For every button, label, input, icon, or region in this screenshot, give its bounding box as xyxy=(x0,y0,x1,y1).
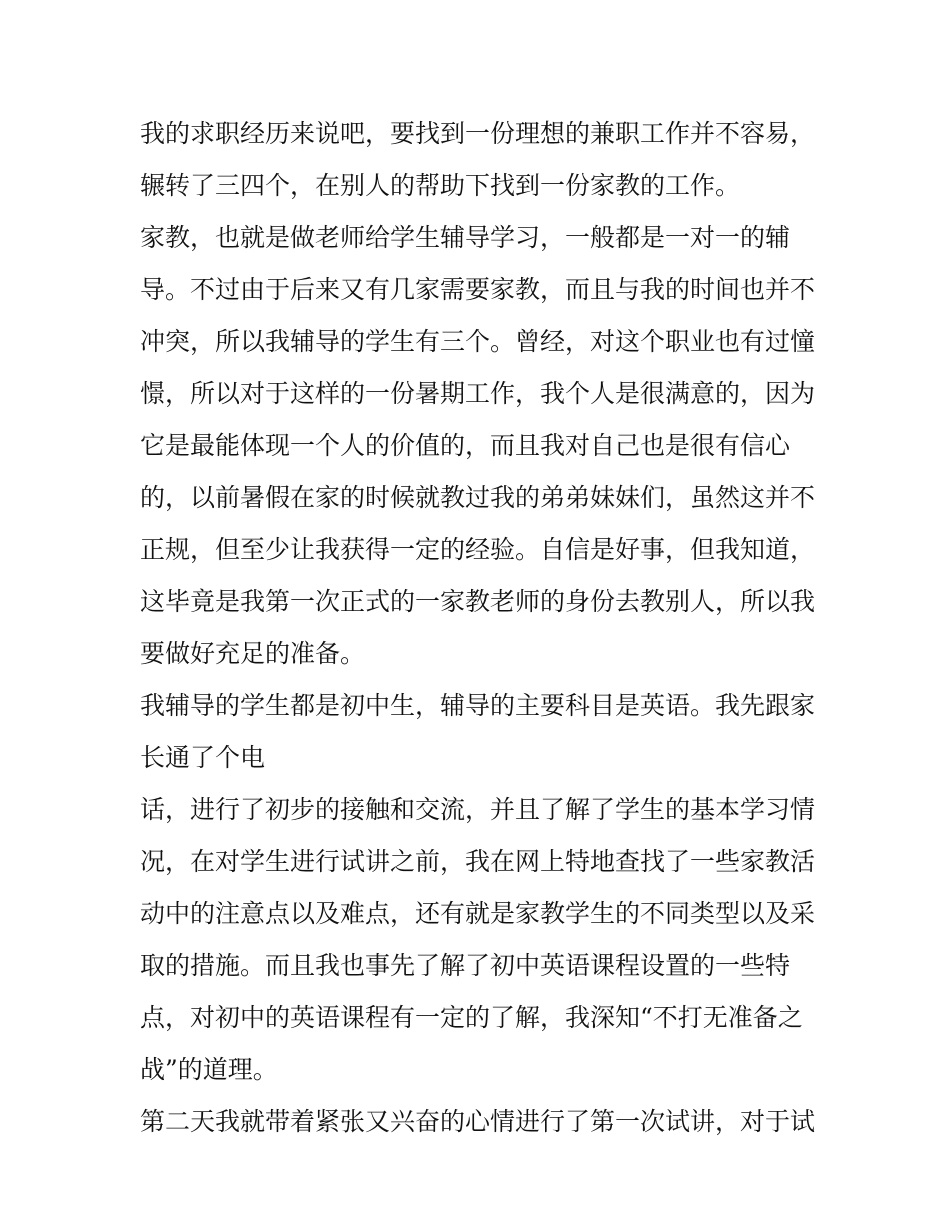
text-line: 战”的道理。 xyxy=(140,1055,278,1084)
text-line: 它是最能体现一个人的价值的，而且我对自己也是很有信心 xyxy=(140,431,791,460)
text-line: 取的措施。而且我也事先了解了初中英语课程设置的一些特 xyxy=(140,951,791,980)
text-line: 我辅导的学生都是初中生，辅导的主要科目是英语。我先跟家 xyxy=(140,691,816,720)
text-line: 况，在对学生进行试讲之前，我在网上特地查找了一些家教活 xyxy=(140,847,816,876)
text-line: 冲突，所以我辅导的学生有三个。曾经，对这个职业也有过憧 xyxy=(140,327,816,356)
text-line: 点，对初中的英语课程有一定的了解，我深知“不打无准备之 xyxy=(140,1003,803,1032)
text-line: 话，进行了初步的接触和交流，并且了解了学生的基本学习情 xyxy=(140,795,816,824)
document-body xyxy=(140,108,830,1148)
text-line: 这毕竟是我第一次正式的一家教老师的身份去教别人，所以我 xyxy=(140,587,816,616)
text-line: 动中的注意点以及难点，还有就是家教学生的不同类型以及采 xyxy=(140,899,816,928)
text-line: 要做好充足的准备。 xyxy=(140,639,366,668)
text-line: 我的求职经历来说吧，要找到一份理想的兼职工作并不容易， xyxy=(140,119,816,148)
text-line: 导。不过由于后来又有几家需要家教，而且与我的时间也并不 xyxy=(140,275,816,304)
text-line: 的，以前暑假在家的时候就教过我的弟弟妹妹们，虽然这并不 xyxy=(140,483,816,512)
text-line: 憬，所以对于这样的一份暑期工作，我个人是很满意的，因为 xyxy=(140,379,816,408)
text-line: 家教，也就是做老师给学生辅导学习，一般都是一对一的辅 xyxy=(140,223,791,252)
text-line: 辗转了三四个，在别人的帮助下找到一份家教的工作。 xyxy=(140,171,741,200)
text-line: 正规，但至少让我获得一定的经验。自信是好事，但我知道， xyxy=(140,535,816,564)
text-line: 第二天我就带着紧张又兴奋的心情进行了第一次试讲，对于试 xyxy=(140,1107,816,1136)
text-line: 长通了个电 xyxy=(140,743,266,772)
